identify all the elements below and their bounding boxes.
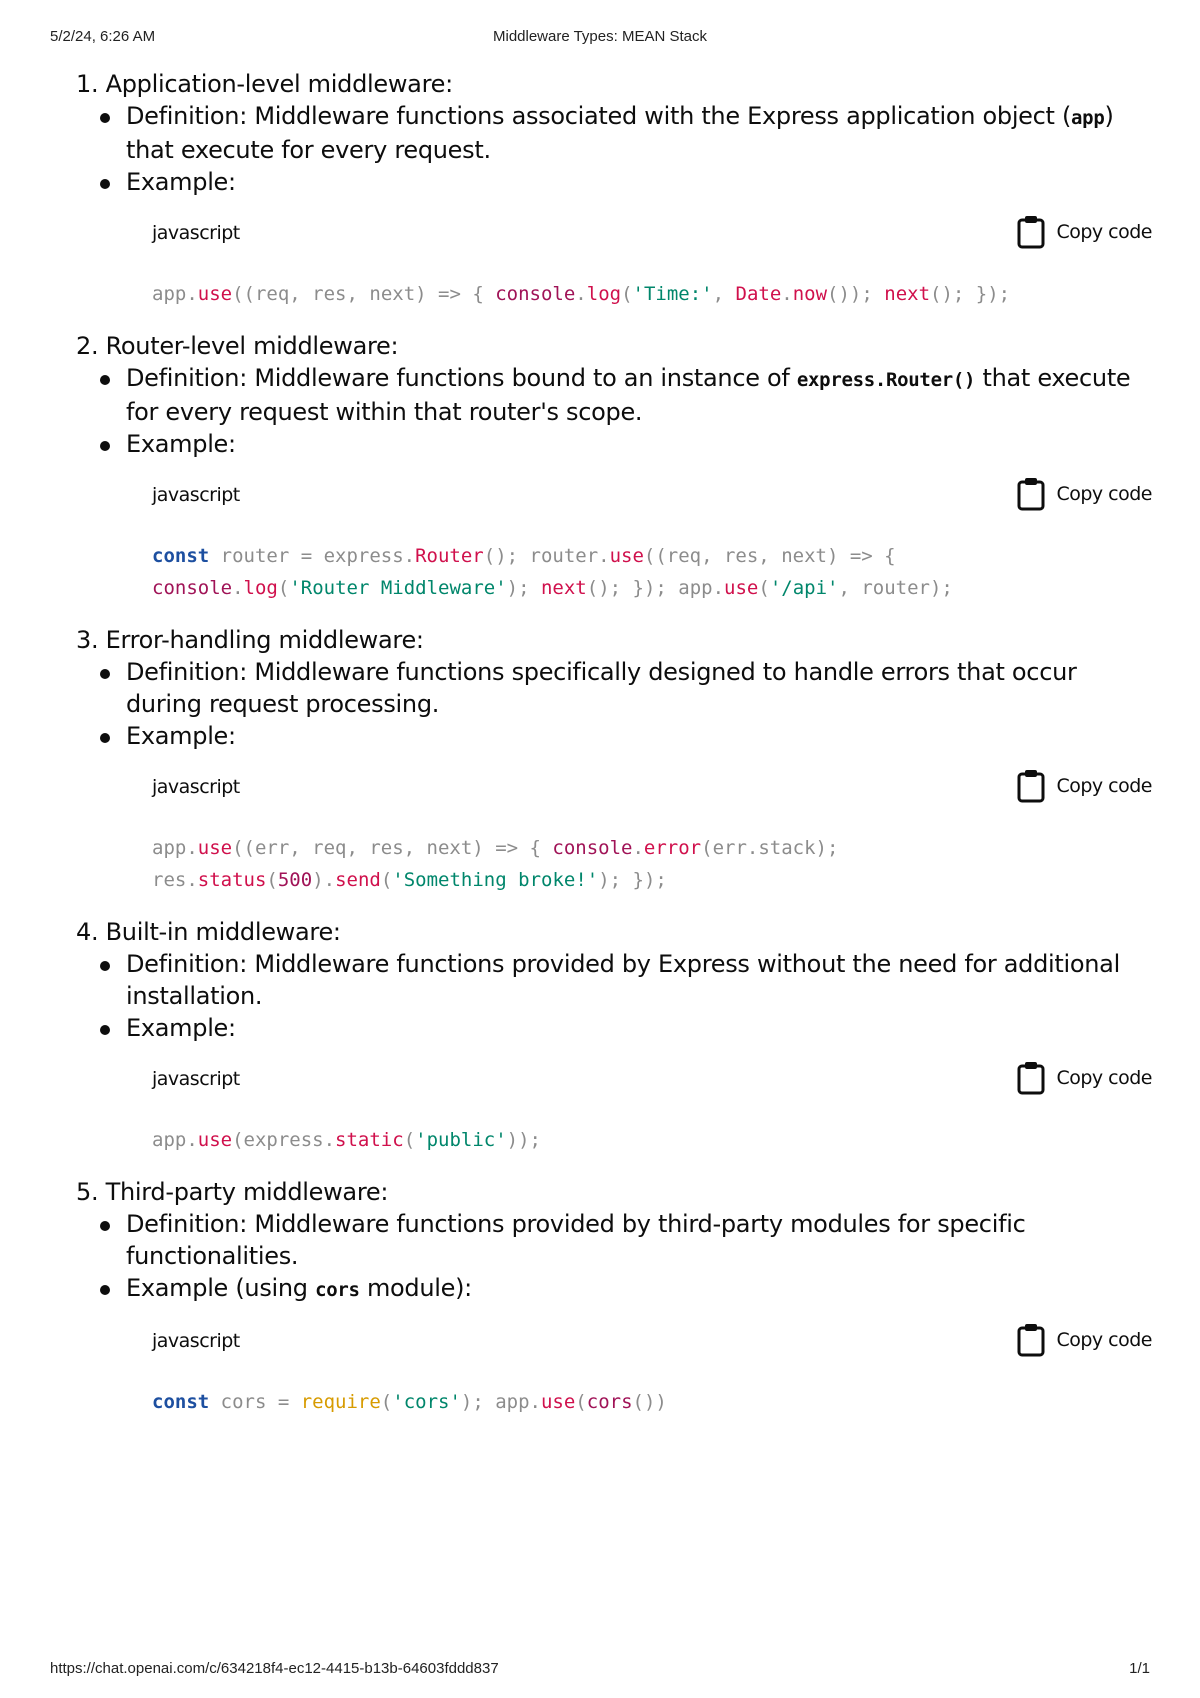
code-block-header bbox=[152, 1320, 1152, 1360]
bullet-list bbox=[76, 1208, 1136, 1306]
definition-label: Definition: bbox=[126, 364, 248, 392]
code-content: app.use((req, res, next) => { console.log('Time:', Date.now()); next(); }); bbox=[152, 283, 1011, 305]
definition-item bbox=[76, 362, 1136, 428]
code-block bbox=[152, 1320, 1152, 1432]
definition-label: Definition: bbox=[126, 950, 248, 978]
section-title: 5. Third-party middleware: bbox=[76, 1178, 389, 1206]
section-application-level bbox=[76, 68, 1152, 324]
copy-code-label: Copy code bbox=[1056, 775, 1152, 797]
clipboard-icon bbox=[1016, 477, 1046, 511]
print-datetime: 5/2/24, 6:26 AM bbox=[50, 28, 156, 45]
example-item: Example: bbox=[76, 166, 1136, 198]
section-title: 4. Built-in middleware: bbox=[76, 918, 341, 946]
inline-code: cors bbox=[315, 1279, 360, 1301]
definition-item bbox=[76, 656, 1136, 720]
code-language: javascript bbox=[152, 222, 240, 244]
code-block bbox=[152, 766, 1152, 910]
clipboard-icon bbox=[1016, 769, 1046, 803]
bullet-list bbox=[76, 100, 1136, 198]
bullet-list bbox=[76, 362, 1136, 460]
code-block-header bbox=[152, 474, 1152, 514]
definition-text: Middleware functions provided by Express without the need for additional installation. bbox=[126, 950, 1120, 1010]
definition-label: Definition: bbox=[126, 1210, 248, 1238]
print-title: Middleware Types: MEAN Stack bbox=[493, 28, 707, 45]
code-language: javascript bbox=[152, 776, 240, 798]
copy-code-button[interactable] bbox=[1016, 212, 1152, 252]
bullet-list bbox=[76, 656, 1136, 752]
bullet-list bbox=[76, 948, 1136, 1044]
inline-code: app bbox=[1071, 107, 1105, 129]
code-block bbox=[152, 212, 1152, 324]
definition-text: ) that execute for every request. bbox=[126, 102, 1114, 164]
page-number: 1/1 bbox=[1129, 1660, 1150, 1677]
section-title: 1. Application-level middleware: bbox=[76, 70, 453, 98]
inline-code: express.Router() bbox=[796, 369, 976, 391]
definition-item bbox=[76, 948, 1136, 1012]
chat-content bbox=[76, 68, 1152, 1432]
code-block bbox=[152, 1058, 1152, 1170]
definition-text: Middleware functions bound to an instance of bbox=[247, 364, 797, 392]
code-block-header bbox=[152, 212, 1152, 252]
definition-text: Middleware functions specifically designed to handle errors that occur during request processing. bbox=[126, 658, 1077, 718]
example-item: Example (using cors module): bbox=[76, 1272, 1136, 1306]
code-language: javascript bbox=[152, 1330, 240, 1352]
definition-item bbox=[76, 100, 1136, 166]
code-content: app.use(express.static('public')); bbox=[152, 1129, 541, 1151]
definition-text: Middleware functions provided by third-party modules for specific functionalities. bbox=[126, 1210, 1026, 1270]
section-built-in bbox=[76, 916, 1152, 1170]
code-language: javascript bbox=[152, 1068, 240, 1090]
example-item: Example: bbox=[76, 1012, 1136, 1044]
clipboard-icon bbox=[1016, 1323, 1046, 1357]
print-url: https://chat.openai.com/c/634218f4-ec12-4415-b13b-64603fddd837 bbox=[50, 1660, 499, 1677]
code-content: app.use((err, req, res, next) => { console.error(err.stack); res.status(500).send('Something broke!'); }); bbox=[152, 837, 839, 891]
code-block bbox=[152, 474, 1152, 618]
code-block-header bbox=[152, 1058, 1152, 1098]
code-block-header bbox=[152, 766, 1152, 806]
section-error-handling bbox=[76, 624, 1152, 910]
definition-label: Definition: bbox=[126, 102, 248, 130]
copy-code-button[interactable] bbox=[1016, 1320, 1152, 1360]
definition-text: Middleware functions associated with the Express application object ( bbox=[247, 102, 1072, 130]
code-content: const router = express.Router(); router.use((req, res, next) => { console.log('Router Middleware'); next(); }); app.use('/api', router); bbox=[152, 545, 953, 599]
definition-label: Definition: bbox=[126, 658, 248, 686]
section-title: 3. Error-handling middleware: bbox=[76, 626, 424, 654]
definition-item bbox=[76, 1208, 1136, 1272]
copy-code-button[interactable] bbox=[1016, 766, 1152, 806]
copy-code-label: Copy code bbox=[1056, 1067, 1152, 1089]
section-title: 2. Router-level middleware: bbox=[76, 332, 399, 360]
section-router-level bbox=[76, 330, 1152, 618]
section-third-party bbox=[76, 1176, 1152, 1432]
example-item: Example: bbox=[76, 720, 1136, 752]
example-item: Example: bbox=[76, 428, 1136, 460]
copy-code-label: Copy code bbox=[1056, 1329, 1152, 1351]
copy-code-label: Copy code bbox=[1056, 221, 1152, 243]
copy-code-button[interactable] bbox=[1016, 1058, 1152, 1098]
code-language: javascript bbox=[152, 484, 240, 506]
clipboard-icon bbox=[1016, 1061, 1046, 1095]
code-content: const cors = require('cors'); app.use(cors()) bbox=[152, 1391, 667, 1413]
copy-code-button[interactable] bbox=[1016, 474, 1152, 514]
definition-text: that execute for every request within that router's scope. bbox=[126, 364, 1131, 426]
copy-code-label: Copy code bbox=[1056, 483, 1152, 505]
clipboard-icon bbox=[1016, 215, 1046, 249]
